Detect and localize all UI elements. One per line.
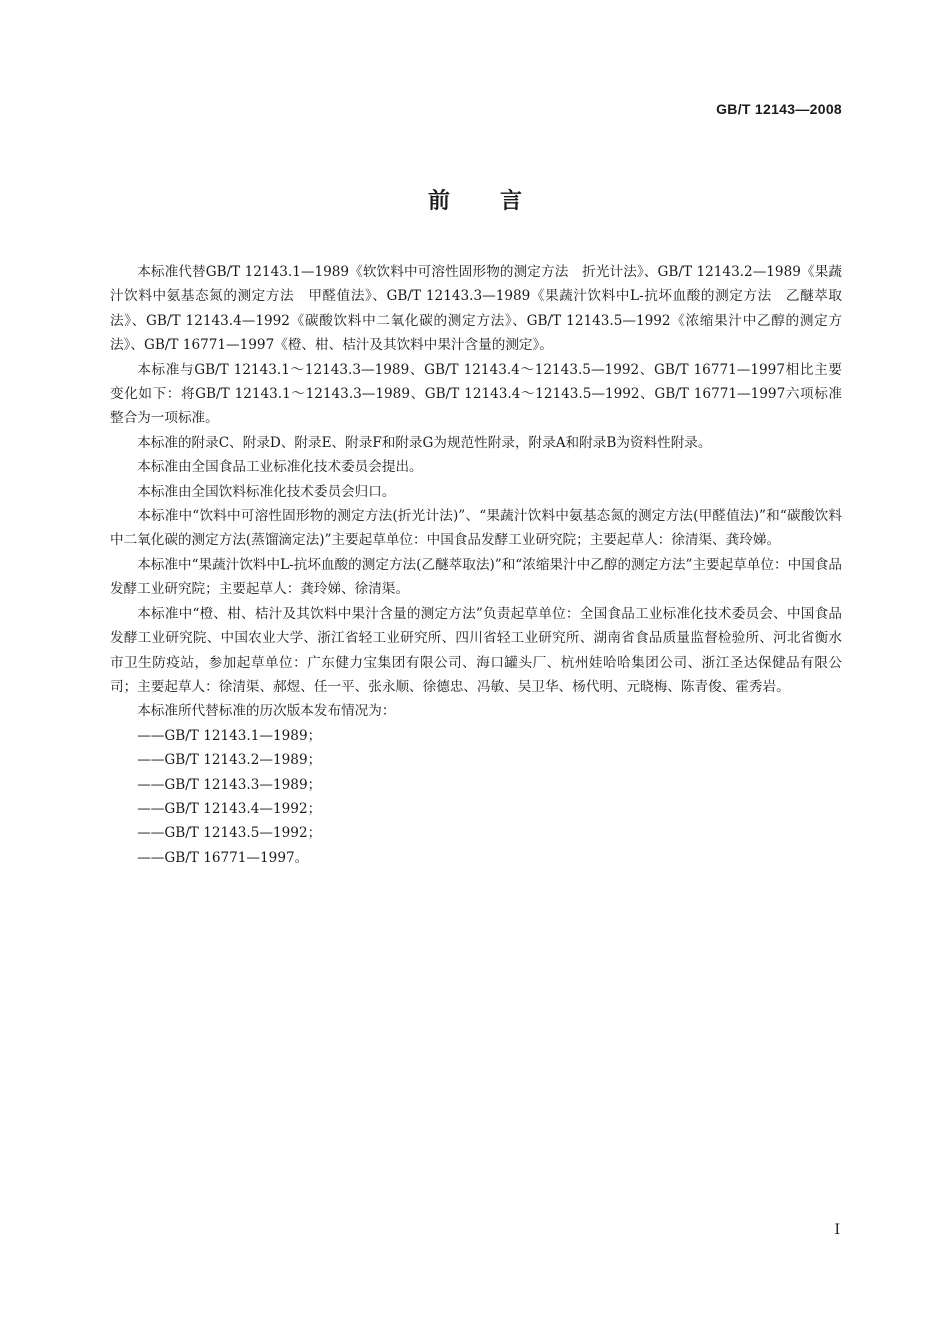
paragraph-drafters-soluble-solids: 本标准中“饮料中可溶性固形物的测定方法(折光计法)”、“果蔬汁饮料中氨基态氮的测定方法(甲醛值法)”和“碳酸饮料中二氧化碳的测定方法(蒸馏滴定法)”主要起草单位：中国食品发酵工业研究院；主要起草人：徐清渠、龚玲娣。	[110, 508, 842, 549]
paragraph-drafters-ascorbic-acid: 本标准中“果蔬汁饮料中L-抗坏血酸的测定方法(乙醚萃取法)”和“浓缩果汁中乙醇的测定方法”主要起草单位：中国食品发酵工业研究院；主要起草人：龚玲娣、徐清渠。	[110, 556, 842, 598]
paragraph-main-changes: 本标准与GB/T 12143.1～12143.3—1989、GB/T 12143.4～12143.5—1992、GB/T 16771—1997相比主要变化如下：将GB/T 12143.1～12143.3—1989、GB/T 12143.4～12143.5—1992、GB/T 16771—1997六项标准整合为一项标准。	[110, 361, 842, 427]
paragraph-replaced-standards: 本标准代替GB/T 12143.1—1989《软饮料中可溶性固形物的测定方法 折光计法》、GB/T 12143.2—1989《果蔬汁饮料中氨基态氮的测定方法 甲醛值法》、GB/T 12143.3—1989《果蔬汁饮料中L-抗坏血酸的测定方法 乙醚萃取法》、GB/T 12143.4—1992《碳酸饮料中二氧化碳的测定方法》、GB/T 12143.5—1992《浓缩果汁中乙醇的测定方法》、GB/T 16771—1997《橙、柑、桔汁及其饮料中果汁含量的测定》。	[110, 264, 842, 354]
list-item: ——GB/T 12143.4—1992；	[137, 800, 322, 817]
page-number: I	[834, 1222, 840, 1238]
document-body	[110, 260, 842, 870]
standard-code-header: GB/T 12143—2008	[716, 101, 842, 117]
list-item: ——GB/T 12143.2—1989；	[137, 752, 322, 769]
paragraph-history-intro: 本标准所代替标准的历次版本发布情况为：	[137, 703, 396, 720]
version-history-list	[110, 724, 842, 870]
paragraph-drafters-juice-content: 本标准中“橙、柑、桔汁及其饮料中果汁含量的测定方法”负责起草单位：全国食品工业标准化技术委员会、中国食品发酵工业研究院、中国农业大学、浙江省轻工业研究所、四川省轻工业研究所、湖南省食品质量监督检验所、河北省衡水市卫生防疫站，参加起草单位：广东健力宝集团有限公司、海口罐头厂、杭州娃哈哈集团公司、浙江圣达保健品有限公司；主要起草人：徐清渠、郝煜、任一平、张永顺、徐德忠、冯敏、吴卫华、杨代明、元晓梅、陈青俊、霍秀岩。	[110, 605, 842, 695]
list-item: ——GB/T 12143.1—1989；	[137, 727, 322, 744]
paragraph-centralized-by: 本标准由全国饮料标准化技术委员会归口。	[137, 483, 396, 500]
list-item: ——GB/T 12143.3—1989；	[137, 776, 322, 793]
list-item: ——GB/T 16771—1997。	[137, 849, 309, 866]
paragraph-appendices: 本标准的附录C、附录D、附录E、附录F和附录G为规范性附录，附录A和附录B为资料性附录。	[137, 434, 712, 451]
list-item: ——GB/T 12143.5—1992；	[137, 825, 322, 842]
page-title: 前言	[427, 189, 572, 214]
paragraph-proposed-by: 本标准由全国食品工业标准化技术委员会提出。	[137, 459, 423, 476]
